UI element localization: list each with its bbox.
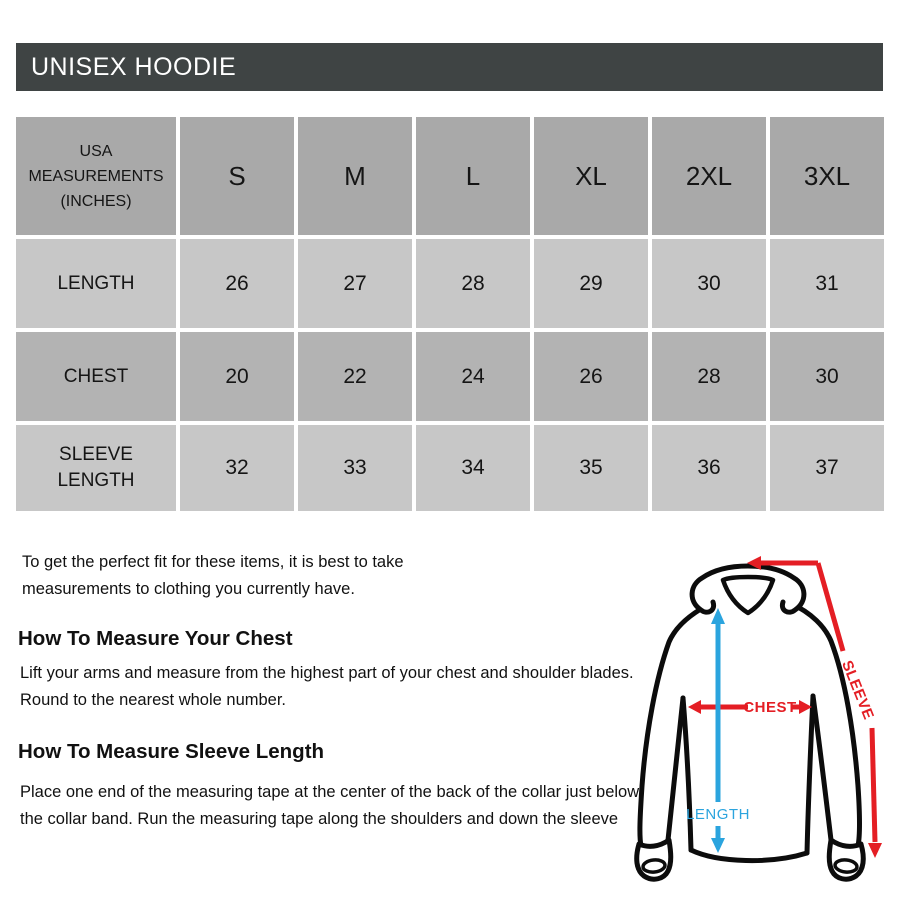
title-bar bbox=[16, 43, 883, 91]
table-corner-header: USA MEASUREMENTS (INCHES) bbox=[16, 117, 176, 235]
length-arrowhead-bottom-icon bbox=[711, 838, 725, 853]
sleeve-arrowhead-bottom-icon bbox=[868, 843, 882, 858]
column-header-l: L bbox=[416, 117, 530, 235]
page-title: UNISEX HOODIE bbox=[31, 52, 237, 81]
table-cell: 26 bbox=[180, 239, 294, 328]
hood-vneck-path bbox=[723, 577, 773, 613]
hoodie-illustration bbox=[637, 566, 864, 879]
row-label-sleeve-length: SLEEVE LENGTH bbox=[16, 425, 176, 511]
table-cell: 34 bbox=[416, 425, 530, 511]
table-cell: 36 bbox=[652, 425, 766, 511]
sleeve-section-heading: How To Measure Sleeve Length bbox=[18, 740, 325, 763]
right-inner-sleeve-path bbox=[813, 696, 831, 840]
table-cell: 28 bbox=[652, 332, 766, 421]
row-label-chest: CHEST bbox=[16, 332, 176, 421]
chest-section-text bbox=[20, 660, 634, 714]
table-cell: 32 bbox=[180, 425, 294, 511]
sleeve-text-line: the collar band. Run the measuring tape along the shoulders and down the sleeve bbox=[20, 810, 619, 828]
chest-measure-arrow bbox=[688, 699, 812, 716]
row-label-length: LENGTH bbox=[16, 239, 176, 328]
intro-line: To get the perfect fit for these items, it is best to take bbox=[22, 553, 404, 571]
hem-path bbox=[691, 850, 807, 861]
right-shoulder-arm-path bbox=[790, 603, 860, 846]
chest-text-line: Lift your arms and measure from the highest part of your chest and shoulder blades. bbox=[20, 664, 634, 682]
intro-line: measurements to clothing you currently have. bbox=[22, 580, 355, 598]
table-cell: 30 bbox=[770, 332, 884, 421]
column-header-m: M bbox=[298, 117, 412, 235]
left-inner-sleeve-path bbox=[668, 698, 683, 840]
table-cell: 37 bbox=[770, 425, 884, 511]
table-cell: 26 bbox=[534, 332, 648, 421]
table-cell: 24 bbox=[416, 332, 530, 421]
chest-label: CHEST bbox=[743, 699, 797, 716]
left-body-side-path bbox=[683, 698, 691, 850]
length-label: LENGTH bbox=[686, 806, 750, 823]
chest-text-line: Round to the nearest whole number. bbox=[20, 691, 287, 709]
chest-section-heading: How To Measure Your Chest bbox=[18, 627, 293, 650]
hoodie-measurement-diagram bbox=[620, 540, 900, 900]
column-header-3xl: 3XL bbox=[770, 117, 884, 235]
sleeve-text-line: Place one end of the measuring tape at the center of the back of the collar just below bbox=[20, 783, 640, 801]
table-cell: 33 bbox=[298, 425, 412, 511]
table-cell: 30 bbox=[652, 239, 766, 328]
size-chart-table bbox=[16, 117, 884, 511]
table-cell: 20 bbox=[180, 332, 294, 421]
table-cell: 29 bbox=[534, 239, 648, 328]
table-cell: 28 bbox=[416, 239, 530, 328]
sleeve-label: SLEEVE bbox=[838, 658, 878, 723]
right-body-side-path bbox=[807, 696, 813, 853]
table-cell: 35 bbox=[534, 425, 648, 511]
sleeve-section-text bbox=[20, 779, 639, 833]
column-header-xl: XL bbox=[534, 117, 648, 235]
table-cell: 27 bbox=[298, 239, 412, 328]
sleeve-line-diagonal-lower bbox=[872, 728, 875, 842]
column-header-s: S bbox=[180, 117, 294, 235]
table-cell: 22 bbox=[298, 332, 412, 421]
table-cell: 31 bbox=[770, 239, 884, 328]
fit-intro-text bbox=[22, 549, 404, 603]
length-measure-arrow bbox=[686, 608, 750, 853]
column-header-2xl: 2XL bbox=[652, 117, 766, 235]
